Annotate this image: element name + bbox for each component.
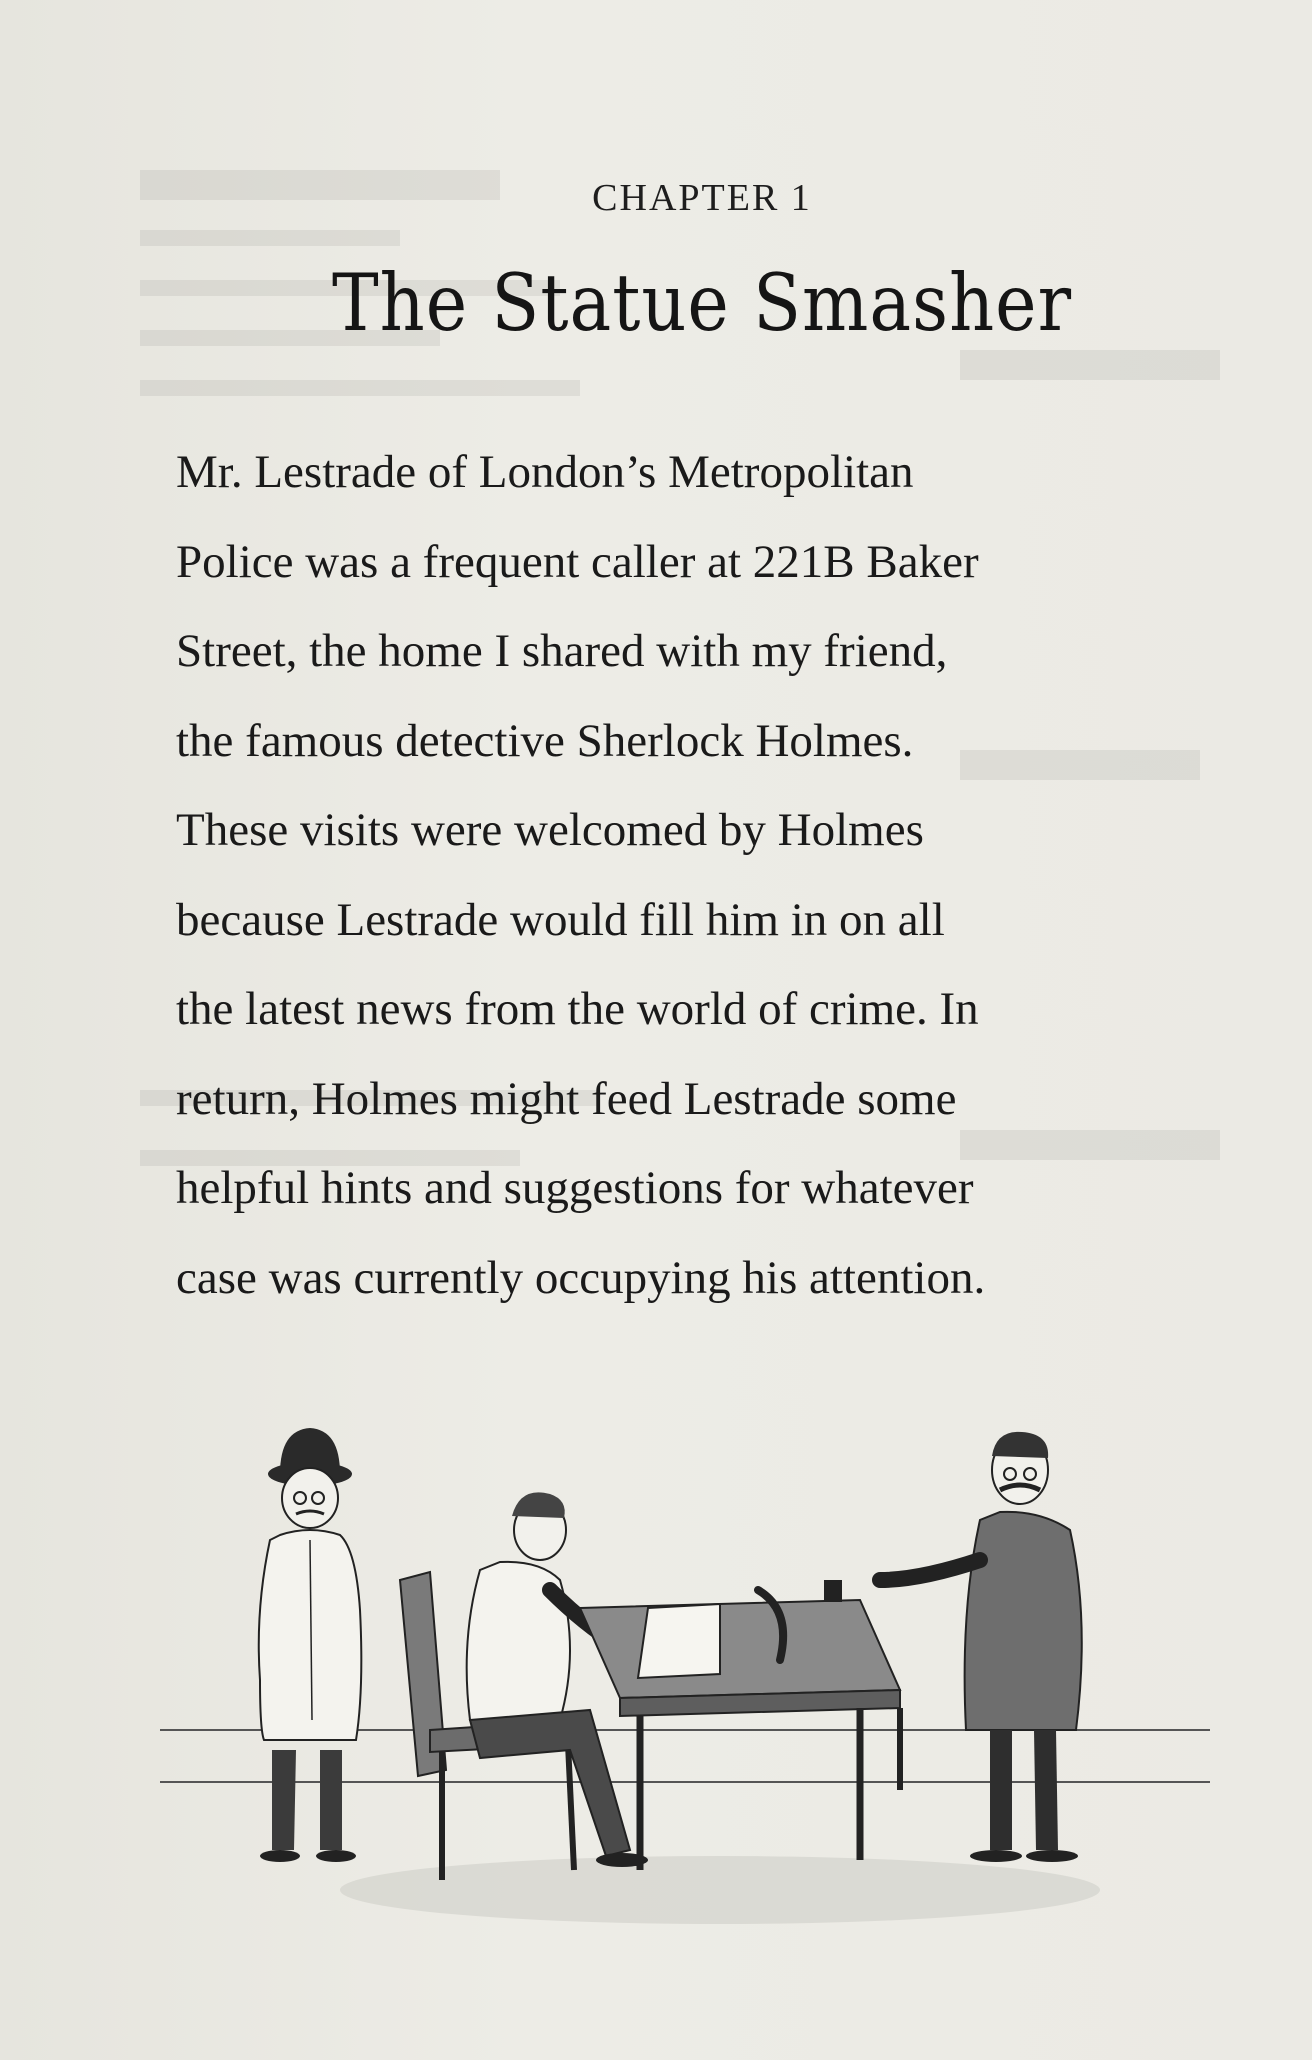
paragraph-line: case was currently occupying his attention.: [176, 1251, 986, 1304]
chapter-title: The Statue Smasher: [331, 257, 1073, 349]
three-men-at-desk-illustration: [160, 1390, 1260, 1990]
paragraph-line: helpful hints and suggestions for whatever: [176, 1162, 974, 1214]
man-right-figure: [880, 1432, 1082, 1862]
paragraph-line: the latest news from the world of crime. In: [176, 983, 979, 1035]
body-paragraph: [176, 428, 1256, 1323]
chapter-label: CHAPTER 1: [592, 177, 812, 219]
paragraph-line: the famous detective Sherlock Holmes.: [176, 714, 914, 767]
desk-figure: [580, 1580, 900, 1870]
paragraph-line: return, Holmes might feed Lestrade some: [176, 1072, 957, 1125]
paragraph-line: because Lestrade would fill him in on all: [176, 893, 945, 946]
paragraph-line: Mr. Lestrade of London’s Metropolitan: [176, 446, 914, 498]
man-left-figure: [259, 1428, 362, 1862]
paragraph-line: These visits were welcomed by Holmes: [176, 804, 924, 856]
paragraph-line: Police was a frequent caller at 221B Baker: [176, 535, 979, 588]
paragraph-line: Street, the home I shared with my friend,: [176, 625, 948, 677]
